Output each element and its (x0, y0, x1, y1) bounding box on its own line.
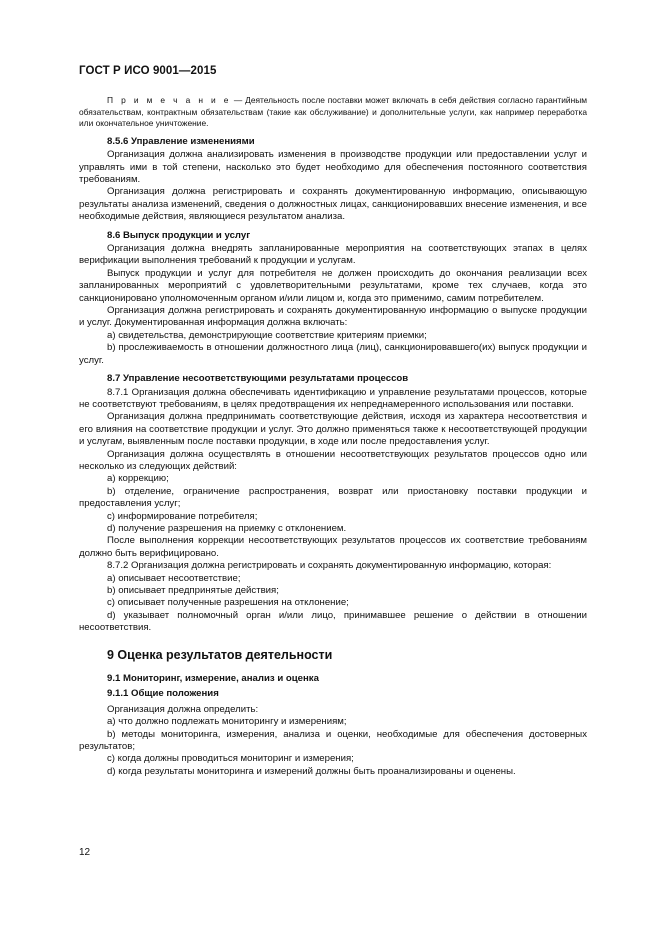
paragraph: После выполнения коррекции несоответствующих результатов процессов их соответствие требованиям должно быть верифицировано. (79, 535, 587, 559)
paragraph: Выпуск продукции и услуг для потребителя не должен происходить до окончания реализации всех запланированных мероприятий с удовлетворительными результатами, кроме тех случаев, когда это санкционировано уполномоченным органом и/или лицом и, когда это применимо, самим потребителем. (79, 267, 587, 304)
list-item: b) описывает предпринятые действия; (107, 585, 279, 596)
paragraph: Организация должна регистрировать и сохранять документированную информацию о выпуске продукции и услуг. Документированная информация должна включать: (79, 305, 587, 329)
heading-9-1-1: 9.1.1 Общие положения (107, 688, 219, 700)
list-item: c) описывает полученные разрешения на отклонение; (107, 597, 349, 609)
list-item: d) когда результаты мониторинга и измерений должны быть проанализированы и оценены. (107, 765, 516, 777)
list-item: a) что должно подлежать мониторингу и измерениям; (107, 716, 347, 728)
heading-8-5-6: 8.5.6 Управление изменениями (107, 135, 255, 147)
paragraph: Организация должна анализировать изменения в производстве продукции или предоставлении услуг и управлять ими в той степени, насколько это будет необходимо для обеспечения постоянного соответствия требованиям. (79, 149, 587, 185)
list-item: b) прослеживаемость в отношении должностного лица (лиц), санкционировавшего(их) выпуск продукции и услуг. (79, 342, 587, 366)
note-label: П р и м е ч а н и е (107, 95, 232, 105)
paragraph: 8.7.1 Организация должна обеспечивать идентификацию и управление результатами процессов, которые не соответствуют требованиям, в целях предотвращения их непреднамеренного использования или поставки. (79, 386, 587, 410)
body-text (79, 95, 587, 778)
list-item: a) коррекцию; (107, 473, 169, 485)
list-item: a) описывает несоответствие; (107, 572, 241, 584)
heading-8-6: 8.6 Выпуск продукции и услуг (107, 229, 251, 241)
note-text: — Деятельность после поставки может включать в себя действия согласно гарантийным обязательствам, контрактным обязательствам (такие как обслуживание) и дополнительные услуги, как например переработка или окончательное уничтожение. (79, 95, 587, 129)
list-item: d) получение разрешения на приемку с отклонением. (107, 522, 347, 534)
heading-8-7: 8.7 Управление несоответствующими результатами процессов (107, 373, 409, 385)
paragraph: Организация должна осуществлять в отношении несоответствующих результатов процессов одно или несколько из следующих действий: (79, 448, 587, 472)
list-item: b) отделение, ограничение распространения, возврат или приостановку поставки продукции и предоставления услуг; (79, 485, 587, 510)
heading-9: 9 Оценка результатов деятельности (107, 647, 333, 662)
page-header: ГОСТ Р ИСО 9001—2015 (79, 65, 217, 77)
list-item: c) когда должны проводиться мониторинг и измерения; (107, 753, 354, 765)
paragraph: Организация должна регистрировать и сохранять документированную информацию, описывающую результаты анализа изменений, сведения о должностных лицах, санкционировавших внесение изменения, и все необходимые действия, являющиеся результатом анализа. (79, 186, 587, 223)
paragraph: Организация должна предпринимать соответствующие действия, исходя из характера несоответствия и его влияния на соответствие продукции и услуг. Это должно применяться также к несоответствующей продукции и услугам, выявленным после поставки продукции, в ходе или после предоставления услуг. (79, 411, 587, 448)
heading-9-1: 9.1 Мониторинг, измерение, анализ и оценка (107, 673, 319, 685)
list-item: c) информирование потребителя; (107, 510, 258, 522)
paragraph: Организация должна определить: (107, 703, 259, 715)
list-item: b) методы мониторинга, измерения, анализа и оценки, необходимые для обеспечения достоверных результатов; (79, 728, 587, 753)
page-number: 12 (79, 847, 91, 858)
list-item: d) указывает полномочный орган и/или лицо, принимавшее решение о действии в отношении несоответствия. (79, 609, 587, 634)
note-paragraph (79, 95, 587, 130)
list-item: a) свидетельства, демонстрирующие соответствие критериям приемки; (107, 329, 427, 341)
paragraph: Организация должна внедрять запланированные мероприятия на соответствующих этапах в целях верификации выполнения требований к продукции и услугам. (79, 243, 587, 267)
paragraph: 8.7.2 Организация должна регистрировать и сохранять документированную информацию, которая: (107, 560, 552, 572)
